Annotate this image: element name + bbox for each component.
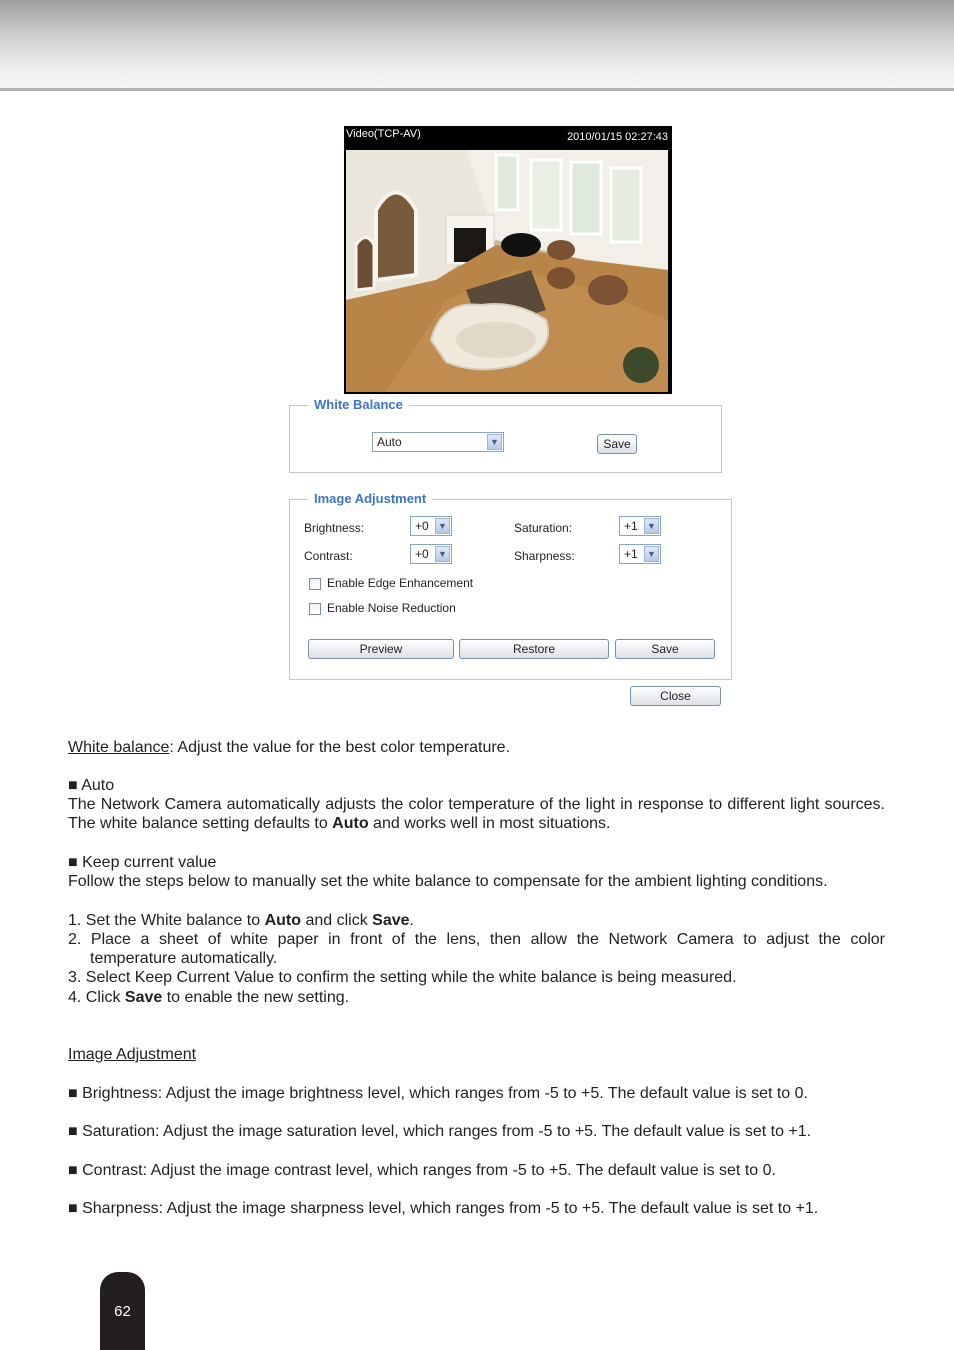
saturation-value: +1 [624, 519, 638, 533]
step-2-continued: temperature automatically. [90, 950, 278, 967]
step-1 [68, 911, 885, 930]
step-2: 2. Place a sheet of white paper in front of the lens, then allow the Network Camera to adjust the color [68, 931, 885, 948]
header-rule [0, 88, 954, 91]
step-4-a: 4. Click [68, 989, 125, 1006]
close-button[interactable]: Close [630, 686, 721, 706]
image-adjustment-group [289, 491, 732, 680]
header-band [0, 0, 954, 88]
white-balance-legend: White Balance [308, 397, 409, 412]
chevron-down-icon: ▼ [644, 546, 659, 562]
step-1-d: Save [372, 912, 410, 929]
step-4 [68, 988, 885, 1007]
keep-title: ■ Keep current value [68, 854, 217, 871]
restore-button[interactable]: Restore [459, 639, 609, 659]
contrast-description: ■ Contrast: Adjust the image contrast level, which ranges from -5 to +5. The default value is set to 0. [68, 1162, 776, 1179]
saturation-description: ■ Saturation: Adjust the image saturation level, which ranges from -5 to +5. The default value is set to +1. [68, 1123, 812, 1140]
step-1-e: . [409, 912, 414, 929]
white-balance-intro-text: : Adjust the value for the best color temperature. [169, 739, 511, 756]
saturation-select[interactable] [619, 516, 661, 536]
page-number-tab [100, 1272, 145, 1350]
video-timestamp: 2010/01/15 02:27:43 [567, 131, 668, 143]
keep-paragraph: Follow the steps below to manually set the white balance to compensate for the ambient lighting conditions. [68, 873, 828, 890]
step-4-c: to enable the new setting. [162, 989, 350, 1006]
preview-button[interactable]: Preview [308, 639, 454, 659]
sharpness-description: ■ Sharpness: Adjust the image sharpness level, which ranges from -5 to +5. The default value is set to +1. [68, 1200, 819, 1217]
sharpness-label: Sharpness: [514, 549, 575, 563]
auto-paragraph [68, 795, 885, 834]
sharpness-value: +1 [624, 547, 638, 561]
image-adjustment-save-button[interactable]: Save [615, 639, 715, 659]
brightness-value: +0 [415, 519, 429, 533]
edge-enhancement-checkbox[interactable] [309, 578, 321, 590]
image-adjustment-heading: Image Adjustment [68, 1046, 197, 1063]
chevron-down-icon: ▼ [644, 518, 659, 534]
chevron-down-icon: ▼ [487, 434, 502, 450]
edge-enhancement-label: Enable Edge Enhancement [327, 576, 474, 590]
white-balance-heading: White balance [68, 739, 170, 756]
step-3: 3. Select Keep Current Value to confirm the setting while the white balance is being measured. [68, 969, 737, 986]
white-balance-intro [68, 738, 885, 757]
contrast-select[interactable] [410, 544, 452, 564]
video-preview [344, 126, 672, 394]
video-stream-label: Video(TCP-AV) [346, 128, 421, 140]
white-balance-select[interactable] [372, 432, 504, 452]
auto-text-2: and works well in most situations. [368, 815, 611, 833]
brightness-select[interactable] [410, 516, 452, 536]
noise-reduction-label: Enable Noise Reduction [327, 601, 456, 615]
brightness-description: ■ Brightness: Adjust the image brightness level, which ranges from -5 to +5. The default value is set to 0. [68, 1085, 808, 1102]
contrast-value: +0 [415, 547, 429, 561]
white-balance-group [289, 397, 722, 473]
brightness-label: Brightness: [304, 521, 365, 535]
step-1-b: Auto [264, 912, 301, 929]
sharpness-select[interactable] [619, 544, 661, 564]
room-camera-image [346, 150, 668, 392]
step-1-c: and click [301, 912, 373, 929]
page-number: 62 [114, 1303, 131, 1320]
saturation-label: Saturation: [514, 521, 573, 535]
chevron-down-icon: ▼ [435, 518, 450, 534]
contrast-label: Contrast: [304, 549, 353, 563]
step-4-b: Save [124, 989, 163, 1006]
step-1-a: 1. Set the White balance to [68, 912, 265, 929]
auto-text-1: The Network Camera automatically adjusts the color temperature of the light in response to different light sources. The white balance setting defaults to [68, 796, 885, 833]
auto-title: ■ Auto [68, 777, 115, 794]
white-balance-save-button[interactable]: Save [597, 434, 637, 454]
white-balance-value: Auto [377, 435, 402, 449]
noise-reduction-checkbox[interactable] [309, 603, 321, 615]
auto-bold: Auto [332, 815, 369, 833]
chevron-down-icon: ▼ [435, 546, 450, 562]
image-adjustment-legend: Image Adjustment [308, 491, 432, 506]
